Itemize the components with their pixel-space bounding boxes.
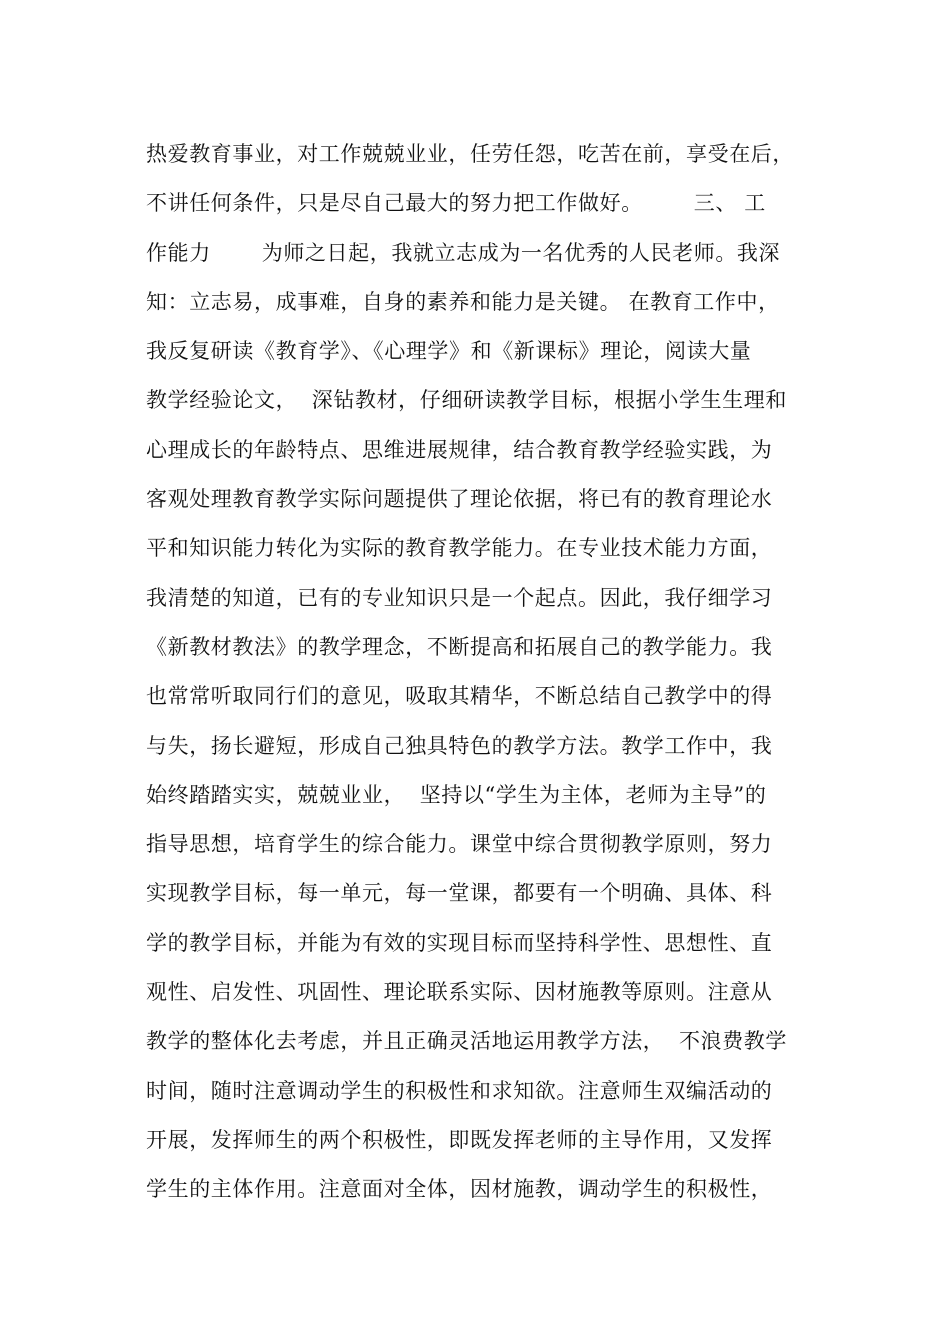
text-line-15: 指导思想，培育学生的综合能力。课堂中综合贯彻教学原则，努力 [146,832,773,857]
body-text [146,130,826,1215]
text-line-20: 时间，随时注意调动学生的积极性和求知欲。注意师生双编活动的 [146,1078,773,1103]
text-line-11: 《新教材教法》的教学理念，不断提高和拓展自己的教学能力。我 [146,634,773,659]
text-line-22: 学生的主体作用。注意面对全体，因材施教，调动学生的积极性， [146,1177,773,1202]
text-line-6: 教学经验论文， 深钻教材，仔细研读教学目标，根据小学生生理和 [146,388,787,413]
text-line-1: 热爱教育事业，对工作兢兢业业，任劳任怨，吃苦在前，享受在后， [146,142,794,166]
text-line-18: 观性、启发性、巩固性、理论联系实际、因材施教等原则。注意从 [146,980,773,1005]
text-line-5: 我反复研读《教育学》、《心理学》和《新课标》理论，阅读大量 [146,339,752,364]
text-line-16: 实现教学目标，每一单元，每一堂课，都要有一个明确、具体、科 [146,881,773,906]
text-line-10: 我清楚的知道，已有的专业知识只是一个起点。因此，我仔细学习 [146,585,773,610]
text-line-8: 客观处理教育教学实际问题提供了理论依据，将已有的教育理论水 [146,487,773,512]
text-line-4: 知：立志易，成事难，自身的素养和能力是关键。 在教育工作中， [146,289,780,314]
text-line-9: 平和知识能力转化为实际的教育教学能力。在专业技术能力方面， [146,536,773,561]
text-line-13: 与失，扬长避短，形成自己独具特色的教学方法。教学工作中，我 [146,733,773,758]
text-line-21: 开展，发挥师生的两个积极性，即既发挥老师的主导作用，又发挥 [146,1127,773,1152]
text-line-14: 始终踏踏实实，兢兢业业， 坚持以“学生为主体，老师为主导”的 [146,782,767,807]
text-line-19: 教学的整体化去考虑，并且正确灵活地运用教学方法， 不浪费教学 [146,1029,787,1054]
text-line-17: 学的教学目标，并能为有效的实现目标而坚持科学性、思想性、直 [146,930,773,955]
text-line-2: 不讲任何条件，只是尽自己最大的努力把工作做好。 三、 工 [146,191,766,216]
text-line-12: 也常常听取同行们的意见，吸取其精华，不断总结自己教学中的得 [146,684,773,709]
text-line-3: 作能力 为师之日起，我就立志成为一名优秀的人民老师。我深 [146,240,781,265]
text-line-7: 心理成长的年龄特点、思维进展规律，结合教育教学经验实践，为 [146,437,773,462]
